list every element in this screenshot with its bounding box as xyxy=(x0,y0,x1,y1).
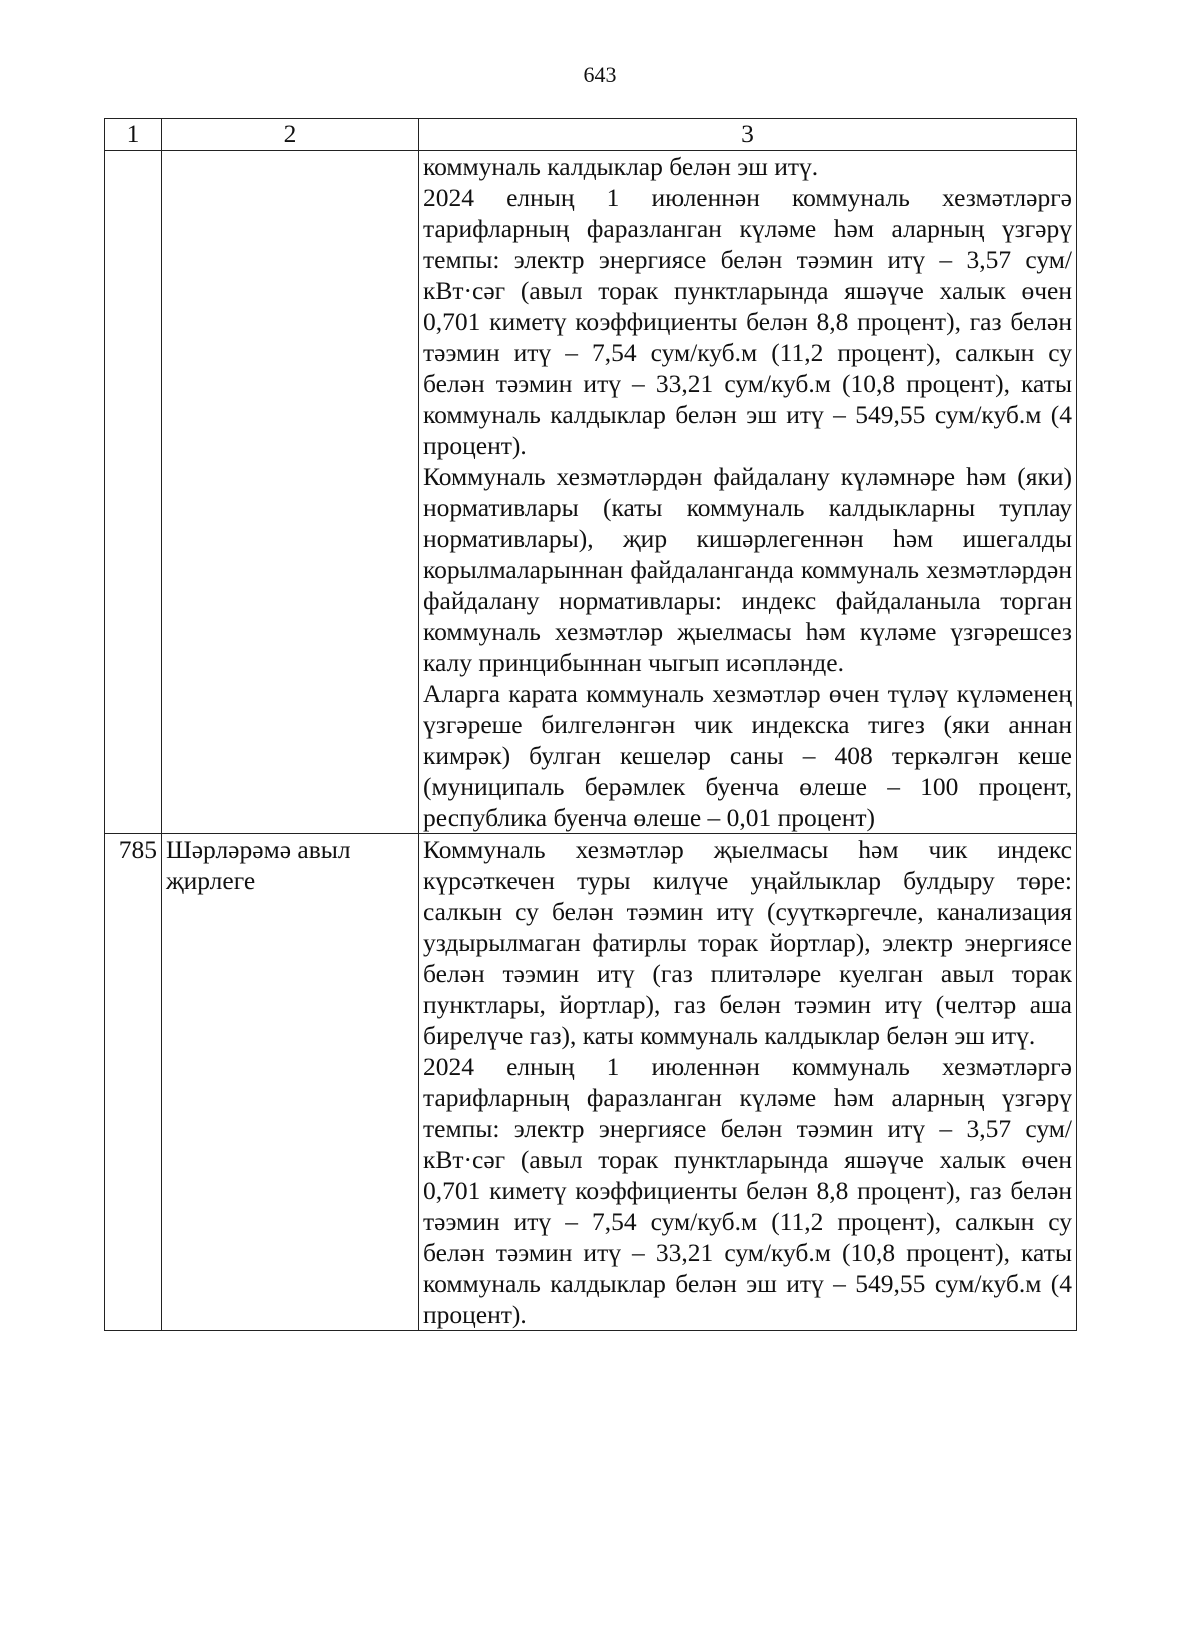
table-header-row xyxy=(105,119,1077,151)
row-number: 785 xyxy=(105,834,162,1331)
row-number xyxy=(105,151,162,834)
header-col-2: 2 xyxy=(162,119,419,151)
row-content xyxy=(419,834,1077,1331)
header-col-3: 3 xyxy=(419,119,1077,151)
content-paragraph: коммуналь калдыклар белән эш итү. xyxy=(423,152,819,181)
row-name xyxy=(162,151,419,834)
content-paragraph: Аларга карата коммуналь хезмәтләр өчен түләү күләменең үзгәреше билгеләнгән чик индекска тигез (яки аннан кимрәк) булган кешеләр саны – 408 теркәлгән кеше (муниципаль берәмлек буенча өлеше – 100 процент, республика буенча өлеше – 0,01 процент) xyxy=(423,679,1072,832)
table-row xyxy=(105,151,1077,834)
header-col-1: 1 xyxy=(105,119,162,151)
row-content xyxy=(419,151,1077,834)
row-name: Шәрләрәмә авыл җирлеге xyxy=(162,834,419,1331)
document-table xyxy=(104,118,1077,1331)
content-paragraph: Коммуналь хезмәтләрдән файдалану күләмнәре һәм (яки) нормативлары (каты коммуналь калдыкларны туплау нормативлары), җир кишәрлегеннән һәм ишегалды корылмаларыннан файдаланганда коммуналь хезмәтләрдән файдалану нормативлары: индекс файдаланыла торган коммуналь хезмәтләр җыелмасы һәм күләме үзгәрешсез калу принцибыннан чыгып исәпләнде. xyxy=(423,462,1072,677)
page-number: 643 xyxy=(583,62,617,87)
table-row xyxy=(105,834,1077,1331)
content-paragraph: Коммуналь хезмәтләр җыелмасы һәм чик индекс күрсәткечен туры килүче уңайлыклар булдыру төре: салкын су белән тәэмин итү (суүткәргечле, канализация уздырылмаган фатирлы торак йортлар), электр энергиясе белән тәэмин итү (газ плитәләре куелган авыл торак пунктлары, йортлар), газ белән тәэмин итү (челтәр аша бирелүче газ), каты коммуналь калдыклар белән эш итү. xyxy=(423,835,1072,1050)
content-paragraph: 2024 елның 1 июленнән коммуналь хезмәтләргә тарифларның фаразланган күләме һәм аларның үзгәрү темпы: электр энергиясе белән тәэмин итү – 3,57 сум/кВт·сәг (авыл торак пунктларында яшәүче халык өчен 0,701 киметү коэффициенты белән 8,8 процент), газ белән тәэмин итү – 7,54 сум/куб.м (11,2 процент), салкын су белән тәэмин итү – 33,21 сум/куб.м (10,8 процент), каты коммуналь калдыклар белән эш итү – 549,55 сум/куб.м (4 процент). xyxy=(423,1052,1072,1329)
content-paragraph: 2024 елның 1 июленнән коммуналь хезмәтләргә тарифларның фаразланган күләме һәм аларның үзгәрү темпы: электр энергиясе белән тәэмин итү – 3,57 сум/кВт·сәг (авыл торак пунктларында яшәүче халык өчен 0,701 киметү коэффициенты белән 8,8 процент), газ белән тәэмин итү – 7,54 сум/куб.м (11,2 процент), салкын су белән тәэмин итү – 33,21 сум/куб.м (10,8 процент), каты коммуналь калдыклар белән эш итү – 549,55 сум/куб.м (4 процент). xyxy=(423,183,1072,460)
